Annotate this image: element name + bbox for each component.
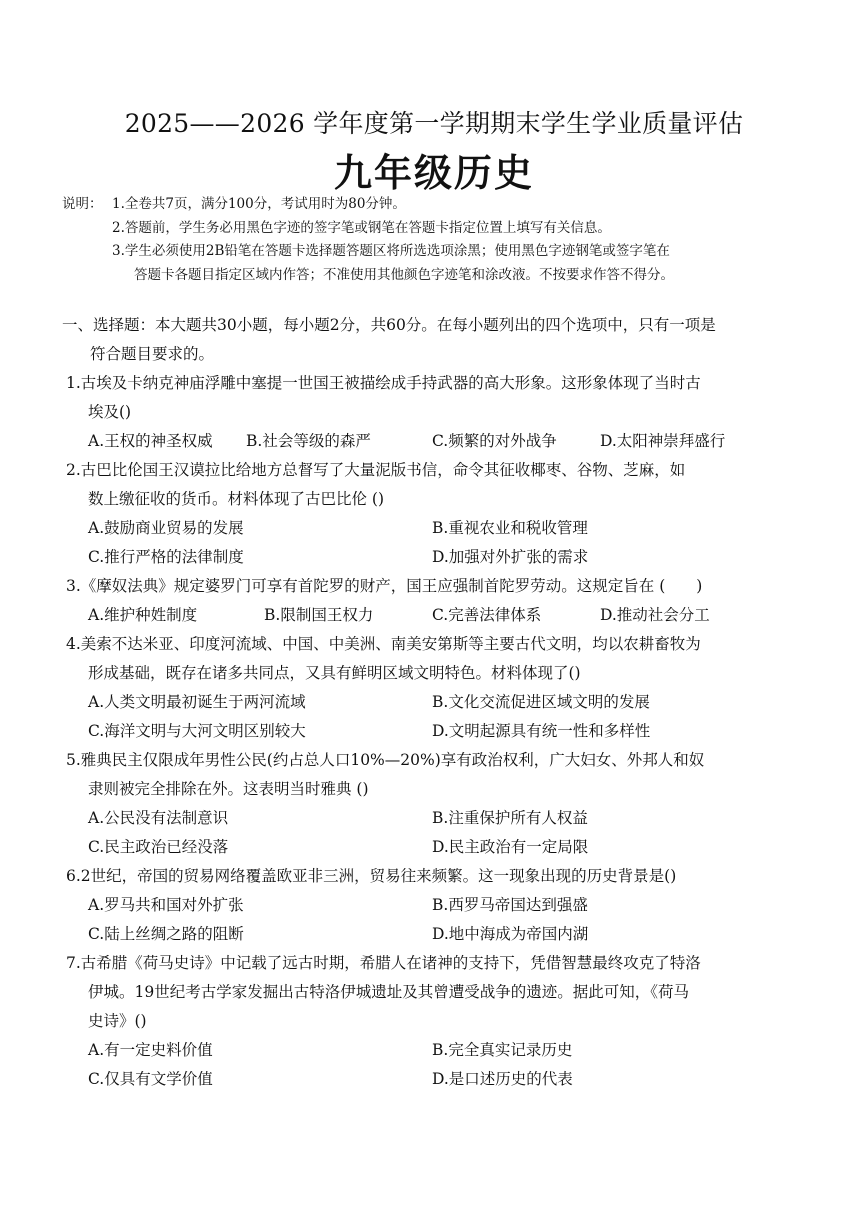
option-a[interactable]: A.公民没有法制意识: [88, 809, 229, 827]
option-d[interactable]: D.太阳神崇拜盛行: [600, 432, 726, 450]
options-row: [66, 717, 822, 746]
question-stem: 1.古埃及卡纳克神庙浮雕中塞提一世国王被描绘成手持武器的高大形象。这形象体现了当时古: [66, 374, 701, 392]
options-row: [66, 1065, 822, 1094]
option-c[interactable]: C.频繁的对外战争: [432, 432, 557, 450]
option-c[interactable]: C.陆上丝绸之路的阻断: [88, 925, 244, 943]
option-a[interactable]: A.人类文明最初诞生于两河流域: [88, 693, 306, 711]
option-c[interactable]: C.海洋文明与大河文明区别较大: [88, 722, 306, 740]
question-stem: 5.雅典民主仅限成年男性公民(约占总人口10%—20%)享有政治权利，广大妇女、外邦人和奴: [66, 751, 705, 769]
instructions-prefix: 说明：: [62, 196, 103, 212]
instruction-item: 3.学生必须使用2B铅笔在答题卡选择题答题区将所选选项涂黑；使用黑色字迹钢笔或签字笔在: [112, 243, 670, 259]
options-row: [66, 1036, 822, 1065]
options-row: [66, 543, 822, 572]
option-c[interactable]: C.完善法律体系: [432, 606, 542, 624]
options-row: [66, 833, 822, 862]
option-a[interactable]: A.王权的神圣权威: [88, 432, 213, 450]
options-row: [66, 804, 822, 833]
options-row: [66, 688, 822, 717]
question-stem: 4.美索不达米亚、印度河流域、中国、中美洲、南美安第斯等主要古代文明，均以农耕畜牧为: [66, 635, 701, 653]
option-b[interactable]: B.限制国王权力: [264, 606, 374, 624]
option-d[interactable]: D.地中海成为帝国内湖: [432, 925, 589, 943]
question-stem: 史诗》(): [88, 1012, 147, 1030]
options-row: [66, 920, 822, 949]
question-7: [66, 949, 822, 1094]
option-d[interactable]: D.民主政治有一定局限: [432, 838, 589, 856]
subject-title: 九年级历史: [333, 150, 534, 195]
question-stem: 3.《摩奴法典》规定婆罗门可享有首陀罗的财产，国王应强制首陀罗劳动。这规定旨在 ( ): [66, 577, 703, 595]
question-1: [66, 369, 822, 456]
question-4: [66, 630, 822, 746]
option-a[interactable]: A.罗马共和国对外扩张: [88, 896, 244, 914]
option-b[interactable]: B.西罗马帝国达到强盛: [432, 896, 588, 914]
option-d[interactable]: D.推动社会分工: [600, 606, 710, 624]
options-row: [66, 514, 822, 543]
option-c[interactable]: C.仅具有文学价值: [88, 1070, 213, 1088]
question-stem: 伊城。19世纪考古学家发掘出古特洛伊城遗址及其曾遭受战争的遗迹。据此可知，《荷马: [88, 983, 689, 1001]
instruction-item: 说明： 1.全卷共7页，满分100分，考试用时为80分钟。: [62, 193, 862, 217]
option-b[interactable]: B.文化交流促进区域文明的发展: [432, 693, 650, 711]
option-b[interactable]: B.完全真实记录历史: [432, 1041, 573, 1059]
options-row: [66, 601, 822, 630]
question-stem: 形成基础，既存在诸多共同点，又具有鲜明区域文明特色。材料体现了(): [88, 664, 581, 682]
question-6: [66, 862, 822, 949]
option-b[interactable]: B.注重保护所有人权益: [432, 809, 588, 827]
question-stem: 数上缴征收的货币。材料体现了古巴比伦 (): [88, 490, 385, 508]
option-d[interactable]: D.是口述历史的代表: [432, 1070, 573, 1088]
options-row: [66, 891, 822, 920]
question-5: [66, 746, 822, 862]
question-3: [66, 572, 822, 630]
option-c[interactable]: C.民主政治已经没落: [88, 838, 229, 856]
option-a[interactable]: A.鼓励商业贸易的发展: [88, 519, 244, 537]
option-d[interactable]: D.加强对外扩张的需求: [432, 548, 589, 566]
option-b[interactable]: B.社会等级的森严: [246, 432, 371, 450]
option-a[interactable]: A.有一定史料价值: [88, 1041, 213, 1059]
section-heading: 一、选择题：本大题共30小题，每小题2分，共60分。在每小题列出的四个选项中，只有一项是 符合题目要求的。: [62, 316, 716, 363]
question-stem: 隶则被完全排除在外。这表明当时雅典 (): [88, 780, 369, 798]
question-stem: 埃及(): [88, 403, 132, 421]
option-d[interactable]: D.文明起源具有统一性和多样性: [432, 722, 651, 740]
option-c[interactable]: C.推行严格的法律制度: [88, 548, 244, 566]
instruction-item-continued: 答题卡各题目指定区域内作答；不准使用其他颜色字迹笔和涂改液。不按要求作答不得分。: [134, 266, 674, 283]
option-b[interactable]: B.重视农业和税收管理: [432, 519, 588, 537]
instruction-item: 2.答题前，学生务必用黑色字迹的签字笔或钢笔在答题卡指定位置上填写有关信息。: [112, 219, 611, 236]
question-stem: 2.古巴比伦国王汉谟拉比给地方总督写了大量泥版书信，命令其征收椰枣、谷物、芝麻，如: [66, 461, 686, 479]
question-2: [66, 456, 822, 572]
question-stem: 7.古希腊《荷马史诗》中记载了远古时期，希腊人在诸神的支持下，凭借智慧最终攻克了特洛: [66, 954, 701, 972]
instructions: [62, 193, 862, 287]
options-row: [66, 427, 822, 456]
exam-title: 2025——2026 学年度第一学期期末学生学业质量评估: [124, 109, 744, 138]
question-stem: 6.2世纪，帝国的贸易网络覆盖欧亚非三洲，贸易往来频繁。这一现象出现的历史背景是(): [66, 867, 677, 885]
option-a[interactable]: A.维护种姓制度: [88, 606, 198, 624]
